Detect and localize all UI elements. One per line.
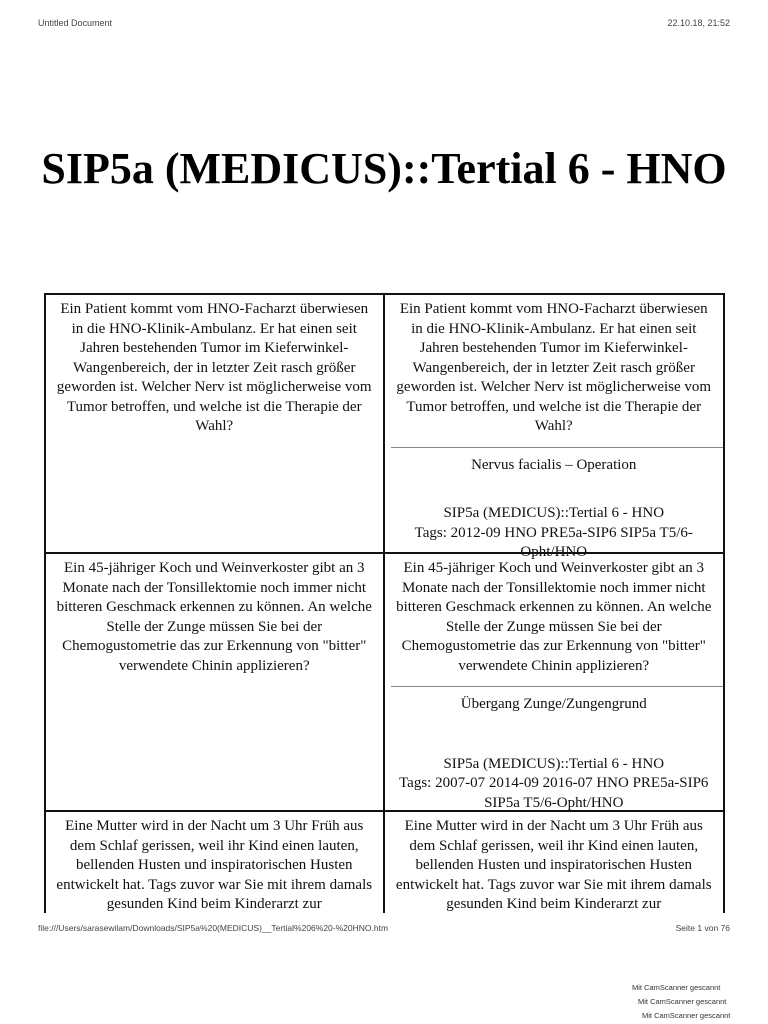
browser-doc-title: Untitled Document <box>38 18 113 28</box>
question-text: Ein Patient kommt vom HNO-Facharzt überwiesen in die HNO-Klinik-Ambulanz. Er hat einen seit Jahren bestehenden Tumor im Kieferwinkel-Wangenbereich, der in letzter Zeit rasch größer geworden ist. Welcher Nerv ist möglicherweise vom Tumor betroffen, und welche ist die Therapie der Wahl? <box>396 301 712 434</box>
answer-text: Übergang Zunge/Zungengrund <box>460 696 647 712</box>
card-tags: Tags: 2007-07 2014-09 2016-07 HNO PRE5a-SIP6 SIP5a T5/6-Opht/HNO <box>399 775 709 811</box>
scanner-watermark: Mit CamScanner gescannt <box>642 1011 731 1020</box>
question-text: Ein 45-jähriger Koch und Weinverkoster gibt an 3 Monate nach der Tonsillektomie noch immer nicht bitteren Geschmack erkennen zu können. An welche Stelle der Zunge müssen Sie bei der Chemogustometrie das zur Erkennung von "bitter" verwendete Chinin applizieren? <box>396 560 712 674</box>
question-text: Eine Mutter wird in der Nacht um 3 Uhr Früh aus dem Schlaf gerissen, weil ihr Kind einen lauten, bellenden Husten und inspiratorischen Husten entwickelt hat. Tags zuvor war Sie mit ihrem damals gesunden Kind beim Kinderarzt zur <box>56 818 373 912</box>
question-text: Eine Mutter wird in der Nacht um 3 Uhr Früh aus dem Schlaf gerissen, weil ihr Kind einen lauten, bellenden Husten und inspiratorischen Husten entwickelt hat. Tags zuvor war Sie mit ihrem damals gesunden Kind beim Kinderarzt zur <box>395 818 712 912</box>
deck-name: SIP5a (MEDICUS)::Tertial 6 - HNO <box>443 755 665 772</box>
card-front <box>46 554 385 810</box>
card-front <box>46 295 385 552</box>
card-row <box>46 812 723 913</box>
deck-name: SIP5a (MEDICUS)::Tertial 6 - HNO <box>443 505 665 521</box>
card-back <box>385 295 724 560</box>
flashcard-table <box>44 293 725 913</box>
card-back <box>385 812 724 913</box>
scanner-watermark: Mit CamScanner gescannt <box>632 983 721 992</box>
scanner-watermark: Mit CamScanner gescannt <box>638 997 727 1006</box>
question-text: Ein 45-jähriger Koch und Weinverkoster gibt an 3 Monate nach der Tonsillektomie noch immer nicht bitteren Geschmack erkennen zu können. An welche Stelle der Zunge müssen Sie bei der Chemogustometrie das zur Erkennung von "bitter" verwendete Chinin applizieren? <box>56 560 372 674</box>
question-text: Ein Patient kommt vom HNO-Facharzt überwiesen in die HNO-Klinik-Ambulanz. Er hat einen seit Jahren bestehenden Tumor im Kieferwinkel-Wangenbereich, der in letzter Zeit rasch größer geworden ist. Welcher Nerv ist möglicherweise vom Tumor betroffen, und welche ist die Therapie der Wahl? <box>56 301 372 434</box>
page-number: Seite 1 von 76 <box>675 923 730 933</box>
print-timestamp: 22.10.18, 21:52 <box>667 18 730 28</box>
card-row <box>46 554 723 812</box>
card-back <box>385 554 724 810</box>
card-row <box>46 295 723 560</box>
card-tags: Tags: 2012-09 HNO PRE5a-SIP6 SIP5a T5/6-Opht/HNO <box>414 524 693 560</box>
page-title: SIP5a (MEDICUS)::Tertial 6 - HNO <box>41 144 727 193</box>
card-front <box>46 812 385 913</box>
answer-text: Nervus facialis – Operation <box>471 456 637 473</box>
file-path: file:///Users/sarasewilam/Downloads/SIP5a%20(MEDICUS)__Tertial%206%20-%20HNO.htm <box>38 923 389 933</box>
